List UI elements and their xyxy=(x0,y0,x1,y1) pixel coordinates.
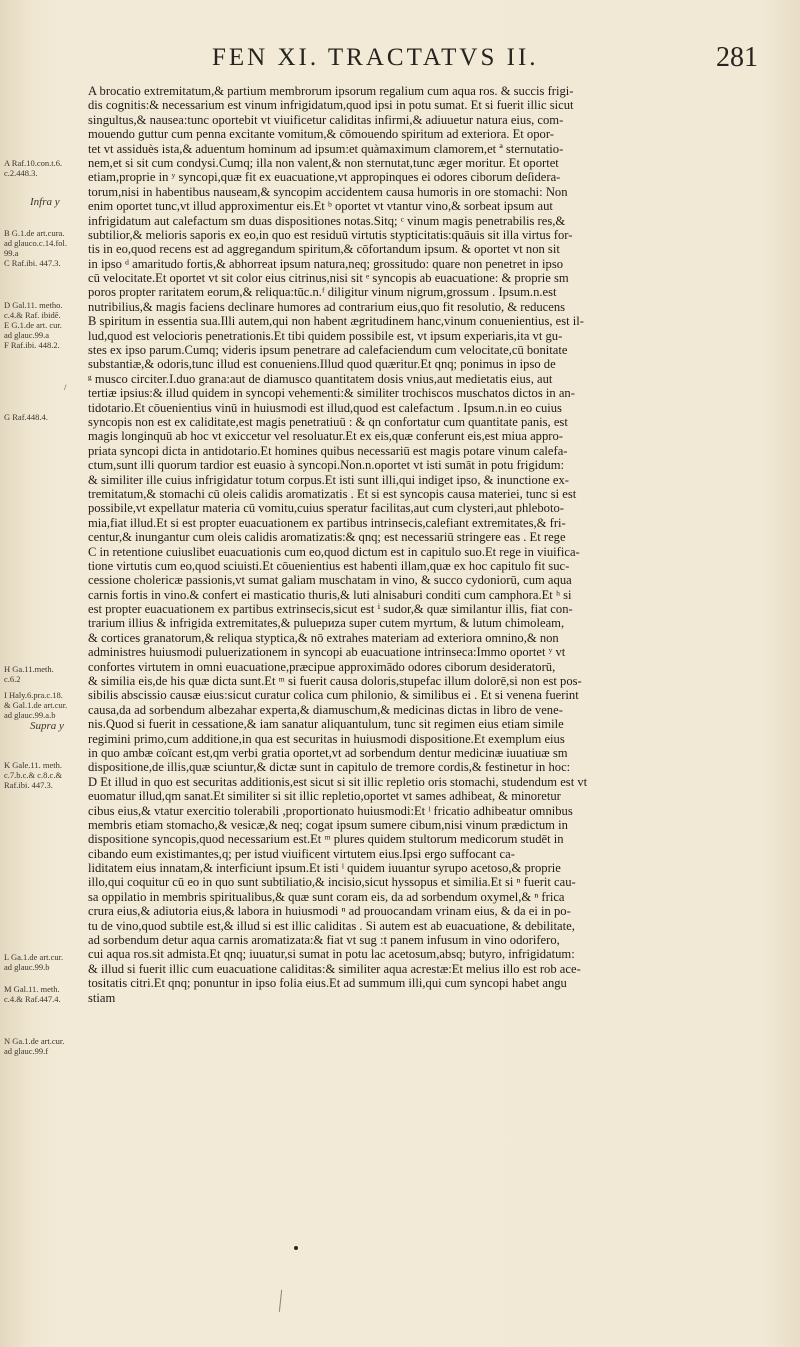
margin-note xyxy=(4,664,84,684)
margin-note-line: 99.a xyxy=(4,248,19,258)
text-line: possibile,vt expellatur materia cū vomitu,cuius speratur facilitas,aut cum clysteri,aut phleboto- xyxy=(88,501,564,516)
text-line: cibando eum existimantes,q; per istud viuificent virtutem eius.Ipsi ergo suffocant ca- xyxy=(88,846,515,861)
text-line: D Et illud in quo est securitas additionis,est sicut si sit illic repletio oris stomachi, studendum est vt xyxy=(88,774,588,789)
running-head xyxy=(0,38,800,78)
margin-note-line: c.6.2 xyxy=(4,674,21,684)
text-line: causa,da ad sorbendum albezahar experta,& diamuschum,& medicinas dictas in libro de vene- xyxy=(88,702,563,717)
margin-note xyxy=(4,1036,84,1056)
margin-note-line: K Gale.11. meth. xyxy=(4,760,62,770)
text-line: ctum,sunt illi quorum tardior est euasio à syncopi.Non.n.oportet vt isti sumāt in potu frigidum: xyxy=(88,458,565,473)
margin-note-line: ad glauc.99.a.b xyxy=(4,710,56,720)
margin-note-line: C Raf.ibi. 447.3. xyxy=(4,258,61,268)
margin-note-line: & Gal.1.de art.cur. xyxy=(4,700,68,710)
margin-note-line: c.2.448.3. xyxy=(4,168,38,178)
text-line: dis cognitis:& necessarium est vinum infrigidatum,quod ipsi in potu sumat. Et si fuerit illic sicut xyxy=(88,98,574,113)
main-text-column xyxy=(88,84,778,1005)
margin-note-line: H Ga.11.meth. xyxy=(4,664,54,674)
text-line: & similia eis,de his quæ dicta sunt.Et ᵐ si fuerit causa doloris,stupefac illum dolorē,si non est pos- xyxy=(88,674,582,689)
text-line: substantiæ,& odoris,tunc illud est conueniens.Illud quod quæritur.Et qnq; ponimus in ipso de xyxy=(88,357,556,372)
text-line: A brocatio extremitatum,& partium membrorum ipsorum regalium cum aqua ros. & succis frigi- xyxy=(88,84,574,98)
margin-note xyxy=(4,300,84,350)
text-line: enim oportet tunc,vt illud approximentur eis.Et ᵇ oportet vt vtantur vino,& sorbeat ipsum aut xyxy=(88,199,553,214)
text-line: syncopis non est ex caliditate,est magis penetratiuū : & qn confortatur cum quantitate panis, est xyxy=(88,414,568,429)
text-line: stiam xyxy=(88,990,116,1005)
text-line: torum,nisi in habentibus nauseam,& syncopim accidentem causa humoris in ore stomachi: Non xyxy=(88,184,568,199)
text-line: stes ex ipso parum.Cumq; videris ipsum penetrare ad calefaciendum cum velocitate,cū bonitate xyxy=(88,343,568,358)
margin-note-line: M Gal.11. meth. xyxy=(4,984,60,994)
text-line: tet vt assiduès ista,& aduentum hominum ad ipsum:et quàmaximum clamorem,et ª sternutatio- xyxy=(88,141,564,156)
text-line: regimini primo,cum additione,in qua est securitas in huiusmodi dispositione.Et exemplum eius xyxy=(88,731,565,746)
running-title: FEN XI. TRACTATVS II. xyxy=(212,44,539,71)
text-line: mia,fiat illud.Et si est propter euacuationem ex partibus intrinsecis,calefiant extremitates,& fri- xyxy=(88,515,566,530)
text-line: euomatur illud,qm sanat.Et similiter si sit illic repletio,oportet vt sames adhibeat, & minoretur xyxy=(88,789,561,804)
text-line: etiam,proprie in ʸ syncopi,quæ fit ex euacuatione,vt appropinques ei odores ciborum deſidera- xyxy=(88,170,561,185)
text-line: est propter euacuationem ex partibus extrinsecis,sicut est ⁱ sudor,& quæ similantur illis, fiat con- xyxy=(88,602,573,617)
text-line: mouendo guttur cum penna excitante vomitum,& cōmouendo spiritum ad exteriora. Et opor- xyxy=(88,127,554,142)
margin-note xyxy=(4,690,84,733)
text-line: nem,et si sit cum condysi.Cumq; illa non valent,& non sternutat,tunc æger moritur. Et oportet xyxy=(88,155,559,170)
text-line: cui aqua ros.sit admista.Et qnq; iuuatur,si sumat in potu lac acetosum,absq; butyro, infrigidatum: xyxy=(88,947,575,962)
margin-note-line: N Ga.1.de art.cur. xyxy=(4,1036,65,1046)
text-line: magis longinquū ab hoc vt exiccetur vel resoluatur.Et ex eis,quæ conferunt eis,est miua appro- xyxy=(88,429,563,444)
margin-note-line: c.4.& Raf. ibidē. xyxy=(4,310,61,320)
text-line: tositatis citri.Et qnq; ponuntur in ipso folia eius.Et ad summum illi,qui cum syncopi habet angu xyxy=(88,976,567,991)
margin-note-line: G Raf.448.4. xyxy=(4,412,48,422)
text-line: liditatem eius innatam,& interficiunt ipsum.Et isti ˡ quidem iuuantur syrupo acetoso,& proprie xyxy=(88,861,561,876)
text-line: membris etiam stomacho,& vesicæ,& neq; cogat ipsum sumere cibum,nisi vinum prædictum in xyxy=(88,817,568,832)
text-line: tis in eo,quod recens est ad aggregandum spiritum,& cōfortandum ipsum. & oportet vt non sit xyxy=(88,242,560,257)
margin-note-line: E G.1.de art. cur. xyxy=(4,320,62,330)
margin-note-line: ad glauc.99.b xyxy=(4,962,50,972)
text-line: crura eius,& adiutoria eius,& labora in huiusmodi ⁿ ad prouocandam vrinam eius, & da ei in po- xyxy=(88,904,571,919)
text-line: subtilior,& melioris saporis ex eo,in quo est residuū virtutis stypticitatis:quāuis sit illa virtus for- xyxy=(88,227,573,242)
text-line: carnis fortis in vino.& confert ei masticatio thuris,& luti alnisaburi conditi cum camphora.Et ʰ si xyxy=(88,587,572,602)
text-line: lud,quod est velocioris penetrationis.Et tibi quidem possibile est, vt ipsum experiaris,ita vt gu- xyxy=(88,328,563,343)
text-line: tertiæ ipsius:& illud quidem in syncopi vehementi:& similiter trochiscos muschatos dictos in an- xyxy=(88,386,575,401)
text-line: & illud si fuerit illic cum euacuatione caliditas:& similiter aqua acrestæ:Et melius illo est rob ace- xyxy=(88,961,581,976)
text-line: nis.Quod si fuerit in cessatione,& iam sanatur aliquantulum, tunc sit regimen eius etiam simile xyxy=(88,717,564,732)
text-line: sibilis abscissio causæ eius:sicut curatur colica cum philonio, & similibus ei . Et si venena fuerint xyxy=(88,688,579,703)
margin-note xyxy=(4,158,84,178)
text-line: ᵍ musco circiter.I.duo grana:aut de diamusco quantitatem dosis vnius,aut medietatis eius, aut xyxy=(88,371,553,386)
ink-mark xyxy=(279,1290,285,1312)
margin-note-line: ad glauc.99.a xyxy=(4,330,50,340)
margin-note xyxy=(4,412,84,422)
text-line: singultus,& nausea:tunc oportebit vt viuificetur caliditas infirmi,& adiuuetur natura eius, com- xyxy=(88,112,564,127)
margin-note xyxy=(4,228,84,268)
text-line: tione virtutis cum eo,quod sciuisti.Et cōuenientius est habenti illam,quæ ex hoc capitulo fit suc- xyxy=(88,558,570,573)
text-line: confortes virtutem in omni euacuatione,præcipue approximādo odores ciborum desideratorū, xyxy=(88,659,556,674)
text-line: poros propter raritatem eorum,& reliqua:tūc.n.ᶠ diligitur vinum nigrum,grossum . Ipsum.n.est xyxy=(88,285,557,300)
margin-notes xyxy=(0,0,86,1347)
text-line: dispositione,de illis,quæ sciuntur,& dictæ sunt in capitulo de tremore cordis,& festinetur in hoc: xyxy=(88,760,571,775)
text-line: dispositione syncopis,quod necessarium est.Et ᵐ plures quidem stultorum medicorum studēt in xyxy=(88,832,564,847)
text-line: tremitatum,& stomachi cū oleis calidis aromatizatis . Et si est syncopis causa materiei, tunc si est xyxy=(88,486,577,501)
text-line: nutribilius,& magis faciens declinare humores ad contrarium eius,quo fit resolutio, & reducens xyxy=(88,299,566,314)
text-line: in ipso ᵈ amaritudo fortis,& abhorreat ipsum natura,neq; grossitudo: quare non penetret in ipso xyxy=(88,256,564,271)
ink-dot xyxy=(294,1246,298,1250)
margin-note-line: / xyxy=(64,382,67,392)
margin-note xyxy=(4,952,84,972)
margin-note-line: c.4.& Raf.447.4. xyxy=(4,994,61,1004)
margin-note-line: ad glauco.c.14.fol. xyxy=(4,238,68,248)
text-line: & cortices granatorum,& reliqua styptica,& nō extrahes materiam ad exteriora omnino,& non xyxy=(88,630,559,645)
margin-note-line: ad glauc.99.f xyxy=(4,1046,49,1056)
margin-note-line: Supra y xyxy=(30,720,64,732)
margin-note xyxy=(4,984,84,1004)
text-line: B spiritum in essentia sua.Illi autem,qui non habent ægritudinem hanc,vinum conuenientius, est il- xyxy=(88,314,584,329)
text-line: cibus eius,& vtatur exercitio tolerabili ,proportionato huiusmodi:Et ˡ fricatio adhibeatur omnibus xyxy=(88,803,573,818)
margin-note-line: I Haly.6.pra.c.18. xyxy=(4,690,63,700)
text-line: C in retentione cuiuslibet euacuationis cum eo,quod dictum est in capitulo suo.Et rege in viuifica- xyxy=(88,544,580,559)
page-number: 281 xyxy=(716,42,758,73)
text-line: trarium illius & infrigida extremitates,& puluериza super cutem myrtum, & lutum chimoleam, xyxy=(88,616,565,631)
margin-note-line: c.7.b.c.& c.8.c.& xyxy=(4,770,63,780)
margin-note-line: Infra y xyxy=(30,196,60,208)
margin-note-line: D Gal.11. metho. xyxy=(4,300,63,310)
text-line: infrigidatum aut calefactum sm duas dispositiones notas.Sitq; ᶜ vinum magis penetrabilis res,& xyxy=(88,213,566,228)
text-line: in quo ambæ coïcant est,qm verbi gratia oportet,vt ad sorbendum dentur medicinæ iuuatiuæ sm xyxy=(88,745,568,760)
text-line: & similiter ille cuius infrigidatur totum corpus.Et isti sunt illi,qui indiget ipso, & inunctione ex- xyxy=(88,472,569,487)
text-line: centur,& inungantur cum oleis calidis aromatizatis:& qnq; est necessariū stringere eas . Et rege xyxy=(88,530,566,545)
text-line: illo,qui coquitur cū eo in quo sunt subtiliatio,& incisio,sicut hyssopus et similia.Et si ⁿ fuerit cau- xyxy=(88,875,576,890)
margin-note xyxy=(4,760,84,790)
margin-note-line: Raf.ibi. 447.3. xyxy=(4,780,53,790)
margin-note-line: B G.1.de art.cura. xyxy=(4,228,65,238)
text-line: tu de vino,quod subtile est,& illud si est illic caliditas . Si autem est ab euacuatione, & debilitate, xyxy=(88,918,575,933)
text-line: administres huiusmodi puluerizationem in syncopi ab euacuatione intrinseca:Immo oportet ʸ vt xyxy=(88,645,566,660)
text-line: sa oppilatio in membris spiritualibus,& quæ sunt coram eis, da ad sorbendum oxymel,& ⁿ frica xyxy=(88,889,565,904)
margin-note-line: L Ga.1.de art.cur. xyxy=(4,952,64,962)
text-line: tidotario.Et cōuenientius vinū in huiusmodi est illud,quod est calefactum . Ipsum.n.in eo cuius xyxy=(88,400,562,415)
text-line: cū velocitate.Et oportet vt sit color eius citrinus,nisi sit ᵉ syncopis ab euacuatione: & proprie sm xyxy=(88,271,569,286)
text-line: cessione cholericæ passionis,vt sumat galiam muschatam in vino, & succo cydoniorū, cum aqua xyxy=(88,573,572,588)
text-line: priata syncopi dicta in antidotario.Et homines quibus necessariū est magis potare vinum calefa- xyxy=(88,443,568,458)
text-line: ad sorbendum detur aqua carnis aromatizata:& fiat vt sug :t panem infusum in vino odorifero, xyxy=(88,933,560,948)
margin-note-line: A Raf.10.con.t.6. xyxy=(4,158,63,168)
margin-note xyxy=(4,196,84,209)
margin-note-line: F Raf.ibi. 448.2. xyxy=(4,340,60,350)
